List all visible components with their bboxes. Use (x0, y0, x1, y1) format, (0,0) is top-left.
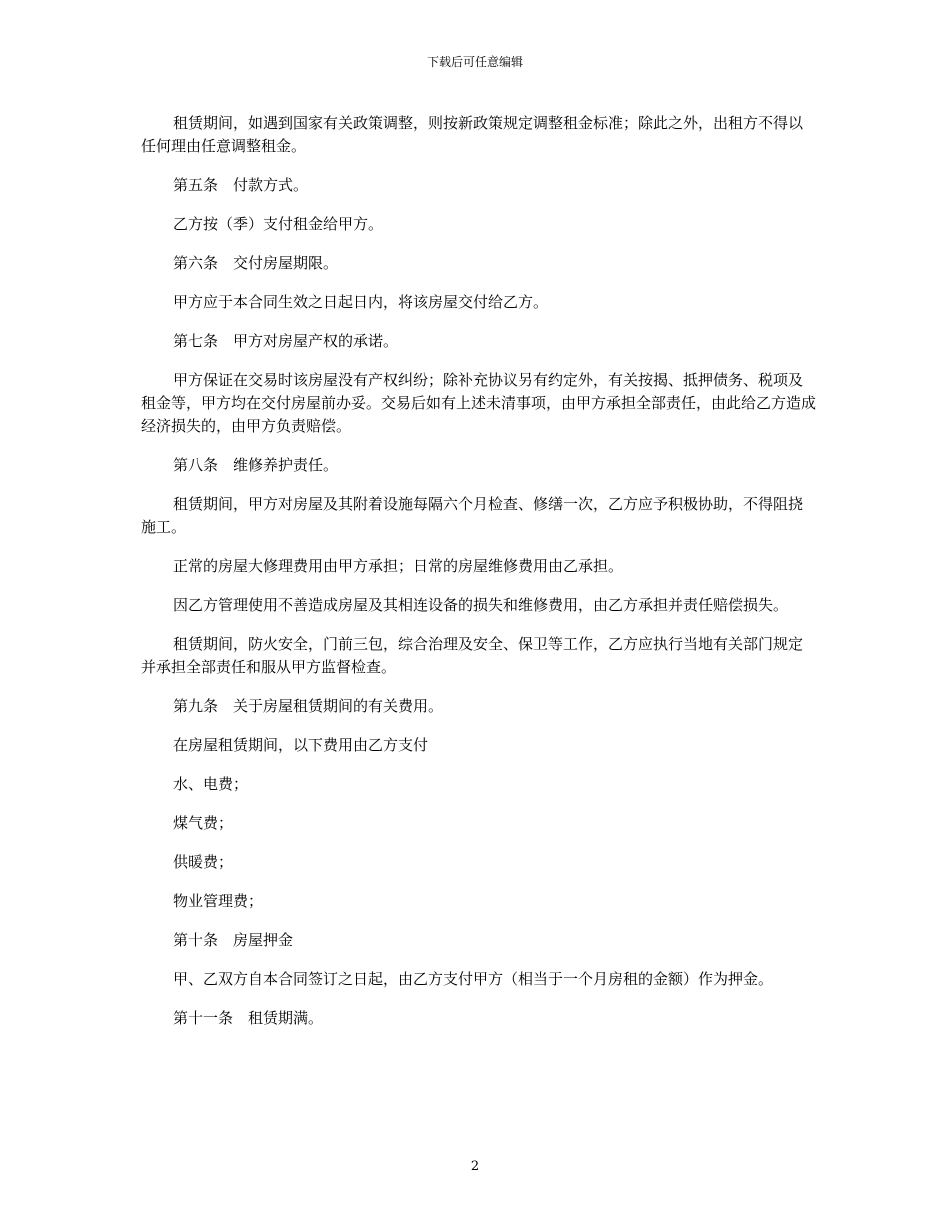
paragraph-fees-intro: 在房屋租赁期间，以下费用由乙方支付 (173, 736, 429, 754)
paragraph-property-guarantee: 甲方保证在交易时该房屋没有产权纠纷；除补充协议另有约定外，有关按揭、抵押债务、税项及租金等，甲方均在交付房屋前办妥。交易后如有上述未清事项，由甲方承担全部责任，由此给乙方造成经济损失的，由甲方负责赔偿。 (141, 371, 817, 435)
paragraph-rent-adjustment: 租赁期间，如遇到国家有关政策调整，则按新政策规定调整租金标准；除此之外，出租方不得以任何理由任意调整租金。 (141, 114, 804, 155)
article-7-heading: 第七条 甲方对房屋产权的承诺。 (173, 332, 399, 350)
paragraph-payment: 乙方按（季）支付租金给甲方。 (173, 215, 384, 233)
paragraph-repair-costs: 正常的房屋大修理费用由甲方承担；日常的房屋维修费用由乙承担。 (173, 557, 624, 575)
article-8-heading: 第八条 维修养护责任。 (173, 456, 339, 474)
list-item-gas: 煤气费； (173, 814, 234, 832)
article-5-heading: 第五条 付款方式。 (173, 176, 309, 194)
list-item-heating: 供暖费； (173, 853, 234, 871)
paragraph-inspection: 租赁期间，甲方对房屋及其附着设施每隔六个月检查、修缮一次，乙方应予积极协助，不得阻挠施工。 (141, 495, 804, 536)
article-10-heading: 第十条 房屋押金 (173, 931, 294, 949)
page-number: 2 (470, 1159, 480, 1174)
paragraph-deposit: 甲、乙双方自本合同签订之日起，由乙方支付甲方（相当于一个月房租的金额）作为押金。 (173, 970, 774, 988)
article-6-heading: 第六条 交付房屋期限。 (173, 254, 339, 272)
document-body (141, 112, 816, 1046)
page-header: 下载后可任意编辑 (426, 55, 523, 69)
paragraph-delivery: 甲方应于本合同生效之日起日内，将该房屋交付给乙方。 (173, 293, 549, 311)
paragraph-safety: 租赁期间，防火安全，门前三包，综合治理及安全、保卫等工作，乙方应执行当地有关部门规定并承担全部责任和服从甲方监督检查。 (141, 635, 804, 676)
list-item-water-electricity: 水、电费； (173, 775, 249, 793)
article-11-heading: 第十一条 租赁期满。 (173, 1009, 324, 1027)
list-item-property-management: 物业管理费； (173, 892, 264, 910)
paragraph-damage-liability: 因乙方管理使用不善造成房屋及其相连设备的损失和维修费用，由乙方承担并责任赔偿损失。 (173, 596, 789, 614)
article-9-heading: 第九条 关于房屋租赁期间的有关费用。 (173, 697, 444, 715)
